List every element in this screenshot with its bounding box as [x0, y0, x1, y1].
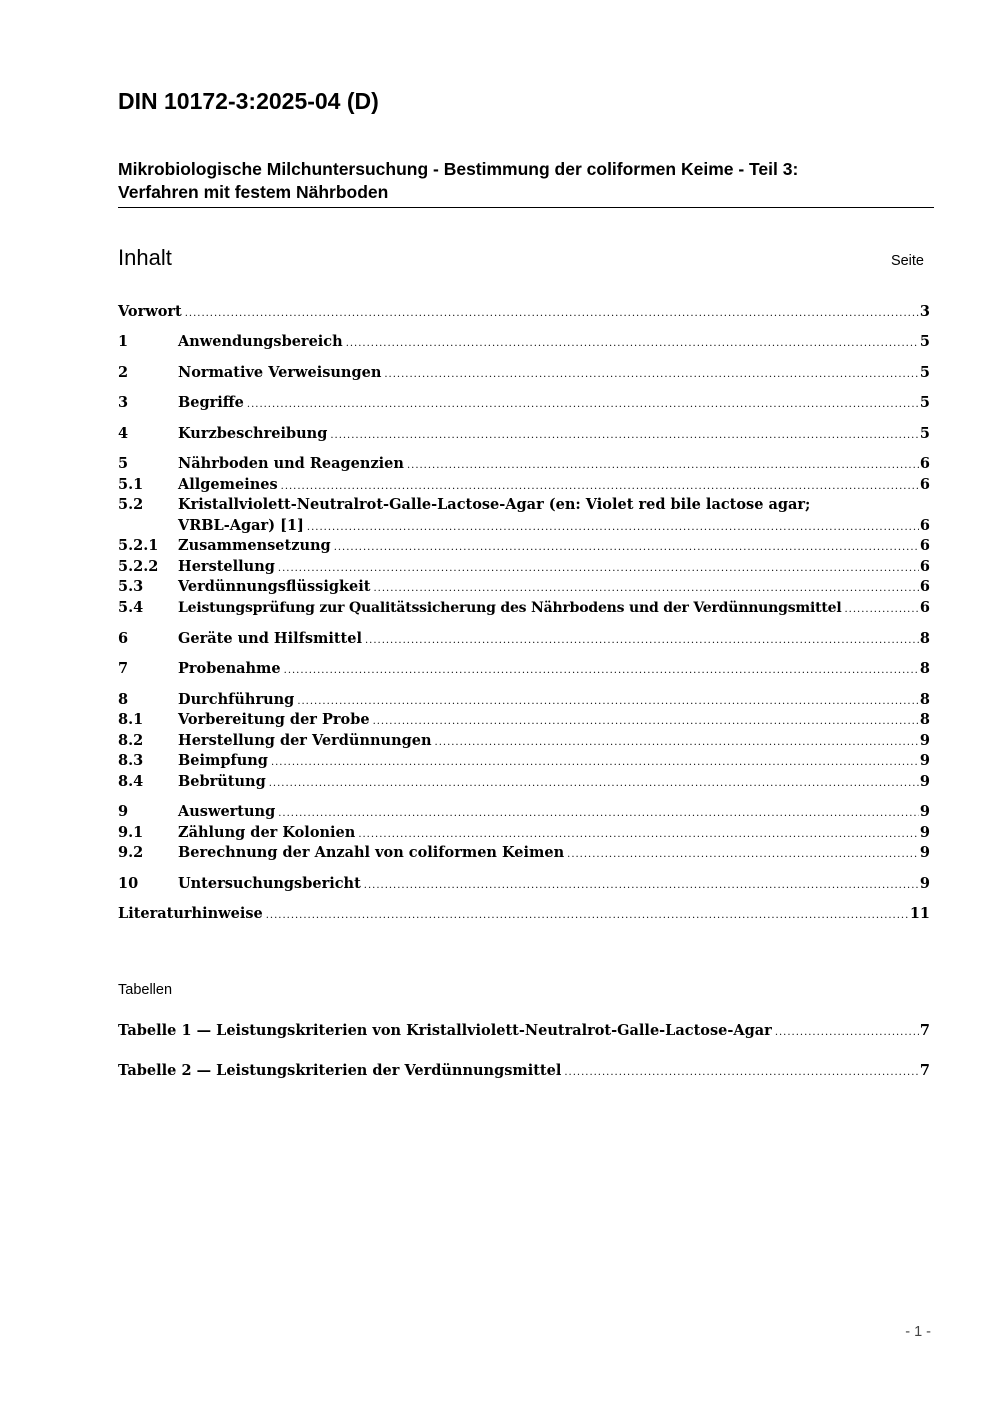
subtitle-line-2: Verfahren mit festem Nährboden: [118, 182, 389, 202]
toc-number: 9: [118, 803, 129, 820]
toc-leader: [373, 711, 919, 732]
toc-page: 5: [919, 364, 930, 381]
toc-title: Leistungsprüfung zur Qualitätssicherung des Nährbodens und der Verdünnungsmittel: [178, 600, 842, 616]
toc-number: 3: [118, 394, 129, 411]
toc-page: 9: [919, 773, 930, 790]
toc-entry-7[interactable]: [118, 658, 930, 679]
toc-leader: [278, 803, 919, 824]
toc-entry-2[interactable]: [118, 362, 930, 383]
toc-title: Verdünnungsflüssigkeit: [178, 578, 371, 595]
toc-page: 6: [919, 455, 930, 472]
toc-title: Bebrütung: [178, 773, 266, 790]
toc-page: 6: [919, 578, 930, 595]
toc-leader: [364, 875, 919, 896]
toc-title: Zusammensetzung: [178, 537, 331, 554]
toc-entry-8-2[interactable]: [118, 730, 930, 751]
toc-leader: [775, 1022, 919, 1043]
toc-entry-8-1[interactable]: [118, 709, 930, 730]
toc-number: 4: [118, 425, 129, 442]
toc-title: Zählung der Kolonien: [178, 824, 356, 841]
toc-leader: [346, 333, 919, 354]
toc-entry-8-4[interactable]: [118, 771, 930, 792]
toc-title: Nährboden und Reagenzien: [178, 455, 404, 472]
toc-leader: [567, 844, 919, 865]
toc-entry-8-3[interactable]: [118, 750, 930, 771]
toc-title: Kurzbeschreibung: [178, 425, 328, 442]
toc-entry-9-2[interactable]: [118, 842, 930, 863]
toc-number: 8: [118, 691, 129, 708]
toc-title: Durchführung: [178, 691, 295, 708]
toc-leader: [269, 773, 919, 794]
toc-leader: [284, 660, 919, 681]
toc-leader: [564, 1062, 919, 1083]
toc-title: Herstellung der Verdünnungen: [178, 732, 432, 749]
toc-title: Begriffe: [178, 394, 244, 411]
toc-entry-9-1[interactable]: [118, 822, 930, 843]
toc-leader: [185, 303, 919, 324]
table-entry-1[interactable]: [118, 1020, 930, 1041]
toc-entry-3[interactable]: [118, 392, 930, 413]
toc-number: 5: [118, 455, 129, 472]
toc-page: 6: [919, 517, 930, 534]
contents-heading: Inhalt: [118, 245, 172, 270]
toc-page: 8: [919, 630, 930, 647]
toc-page: 5: [919, 333, 930, 350]
toc-title: Probenahme: [178, 660, 281, 677]
toc-number: 5.2.2: [118, 558, 159, 575]
toc-entry-8[interactable]: [118, 689, 930, 710]
toc-title: Normative Verweisungen: [178, 364, 382, 381]
toc-title: Beimpfung: [178, 752, 268, 769]
toc-leader: [330, 425, 919, 446]
toc-title: Literaturhinweise: [118, 905, 263, 922]
toc-leader: [373, 578, 918, 599]
toc-page: 8: [919, 691, 930, 708]
toc-title: Untersuchungsbericht: [178, 875, 361, 892]
table-title: Tabelle 2 — Leistungskriterien der Verdünnungsmittel: [118, 1062, 562, 1079]
toc-page: 6: [919, 537, 930, 554]
toc-number: 5.2.1: [118, 537, 159, 554]
toc-page: 8: [919, 660, 930, 677]
table-page: 7: [919, 1062, 930, 1079]
toc-number: 8.1: [118, 711, 144, 728]
toc-entry-vorwort[interactable]: [118, 301, 930, 322]
toc-number: 2: [118, 364, 129, 381]
page-number: - 1 -: [905, 1324, 931, 1340]
table-entry-2[interactable]: [118, 1060, 930, 1081]
toc-number: 9.2: [118, 844, 144, 861]
toc-title-line-1[interactable]: Kristallviolett-Neutralrot-Galle-Lactose-Agar (en: Violet red bile lactose agar;: [178, 496, 811, 513]
toc-entry-literaturhinweise[interactable]: [118, 903, 930, 924]
toc-entry-6[interactable]: [118, 628, 930, 649]
toc-number: 9.1: [118, 824, 144, 841]
toc-number: 6: [118, 630, 129, 647]
toc-title: Vorbereitung der Probe: [178, 711, 370, 728]
toc-entry-5-1[interactable]: [118, 474, 930, 495]
subtitle-line-1: Mikrobiologische Milchuntersuchung - Bestimmung der coliformen Keime - Teil 3:: [118, 159, 799, 179]
toc-page: 3: [919, 303, 930, 320]
toc-entry-5[interactable]: [118, 453, 930, 474]
toc-page: 6: [919, 476, 930, 493]
toc-page: 9: [919, 875, 930, 892]
toc-title: Herstellung: [178, 558, 275, 575]
toc-leader: [334, 537, 919, 558]
toc-number: 1: [118, 333, 129, 350]
toc-entry-5-2-2[interactable]: [118, 556, 930, 577]
toc-page: 11: [909, 905, 930, 922]
toc-page: 5: [919, 394, 930, 411]
document-subtitle: [118, 158, 934, 208]
toc-leader: [271, 752, 919, 773]
toc-leader: [845, 599, 919, 620]
toc-entry-5-3[interactable]: [118, 576, 930, 597]
toc-leader: [247, 394, 919, 415]
toc-page: 9: [919, 824, 930, 841]
toc-entry-10[interactable]: [118, 873, 930, 894]
toc-page: 9: [919, 844, 930, 861]
toc-number: 5.2: [118, 496, 144, 513]
toc-number: 10: [118, 875, 139, 892]
toc-page: 6: [919, 599, 930, 616]
table-page: 7: [919, 1022, 930, 1039]
toc-title: Anwendungsbereich: [178, 333, 343, 350]
toc-leader: [407, 455, 919, 476]
table-title: Tabelle 1 — Leistungskriterien von Kristallviolett-Neutralrot-Galle-Lactose-Agar: [118, 1022, 772, 1039]
toc-title: Auswertung: [178, 803, 276, 820]
toc-number: 8.3: [118, 752, 144, 769]
toc-page: 9: [919, 732, 930, 749]
toc-number: 5.4: [118, 599, 144, 616]
document-id: DIN 10172-3:2025-04 (D): [118, 88, 379, 114]
toc-number: 7: [118, 660, 129, 677]
toc-entry-9[interactable]: [118, 801, 930, 822]
toc-number: 5.1: [118, 476, 144, 493]
toc-entry-5-2-1[interactable]: [118, 535, 930, 556]
toc-entry-5-2[interactable]: [118, 515, 930, 536]
page-column-label: Seite: [890, 253, 924, 269]
toc-title: Allgemeines: [178, 476, 278, 493]
toc-page: 8: [919, 711, 930, 728]
toc-title: Vorwort: [118, 303, 182, 320]
toc-page: 5: [919, 425, 930, 442]
toc-leader: [365, 630, 919, 651]
toc-page: 6: [919, 558, 930, 575]
tables-heading: Tabellen: [118, 982, 173, 998]
toc-leader: [384, 364, 919, 385]
toc-page: 9: [919, 803, 930, 820]
toc-entry-5-4[interactable]: [118, 597, 930, 618]
toc-entry-4[interactable]: [118, 423, 930, 444]
toc-title-line-2: VRBL-Agar) [1]: [178, 517, 304, 534]
toc-page: 9: [919, 752, 930, 769]
toc-title: Geräte und Hilfsmittel: [178, 630, 362, 647]
toc-number: 5.3: [118, 578, 144, 595]
toc-title: Berechnung der Anzahl von coliformen Keimen: [178, 844, 565, 861]
toc-leader: [266, 905, 909, 926]
toc-number: 8.4: [118, 773, 144, 790]
toc-number: 8.2: [118, 732, 144, 749]
toc-entry-1[interactable]: [118, 331, 930, 352]
